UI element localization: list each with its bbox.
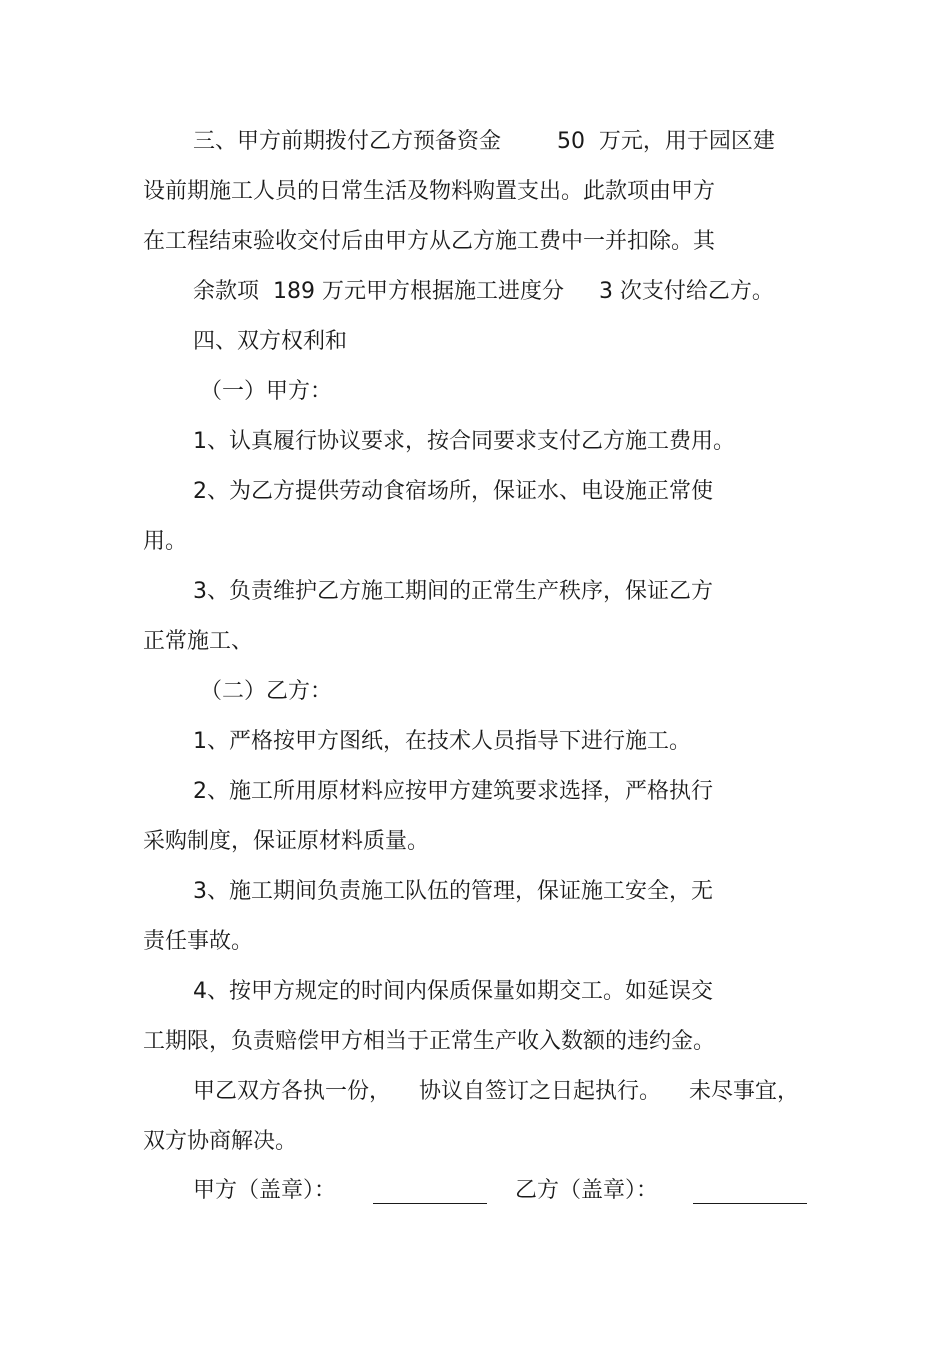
paragraph-line: 1、认真履行协议要求，按合同要求支付乙方施工费用。 — [193, 429, 735, 454]
paragraph-line: 采购制度，保证原材料质量。 — [143, 829, 430, 854]
paragraph-line: 用。 — [143, 529, 188, 554]
signature-row — [193, 1176, 659, 1356]
party-a-signature-blank[interactable] — [373, 1203, 487, 1204]
subsection-heading: （二）乙方： — [193, 679, 332, 704]
paragraph-line: 正常施工、 — [143, 629, 254, 654]
paragraph-line: 4、按甲方规定的时间内保质保量如期交工。如延误交 — [193, 979, 713, 1004]
paragraph-line: 3、负责维护乙方施工期间的正常生产秩序，保证乙方 — [193, 579, 713, 604]
paragraph-line: 在工程结束验收交付后由甲方从乙方施工费中一并扣除。其 — [143, 229, 716, 254]
paragraph-line: 甲乙双方各执一份， 协议自签订之日起执行。 未尽事宜， — [193, 1079, 799, 1104]
subsection-heading: （一）甲方： — [193, 379, 332, 404]
paragraph-line: 工期限，负责赔偿甲方相当于正常生产收入数额的违约金。 — [143, 1029, 716, 1054]
party-b-seal-label: 乙方（盖章）： — [515, 1178, 659, 1203]
paragraph-line: 双方协商解决。 — [143, 1129, 298, 1154]
paragraph-line: 三、甲方前期拨付乙方预备资金 50 万元，用于园区建 — [193, 129, 775, 154]
paragraph-line: 1、严格按甲方图纸，在技术人员指导下进行施工。 — [193, 729, 691, 754]
paragraph-line: 3、施工期间负责施工队伍的管理，保证施工安全，无 — [193, 879, 713, 904]
section-heading: 四、双方权利和 — [193, 329, 348, 354]
paragraph-line: 余款项 189 万元甲方根据施工进度分 3 次支付给乙方。 — [193, 279, 774, 304]
paragraph-line: 2、施工所用原材料应按甲方建筑要求选择，严格执行 — [193, 779, 713, 804]
paragraph-line: 设前期施工人员的日常生活及物料购置支出。此款项由甲方 — [143, 179, 716, 204]
paragraph-line: 责任事故。 — [143, 929, 254, 954]
paragraph-line: 2、为乙方提供劳动食宿场所，保证水、电设施正常使 — [193, 479, 713, 504]
party-b-signature-blank[interactable] — [693, 1203, 807, 1204]
party-a-seal-label: 甲方（盖章）： — [193, 1178, 337, 1203]
